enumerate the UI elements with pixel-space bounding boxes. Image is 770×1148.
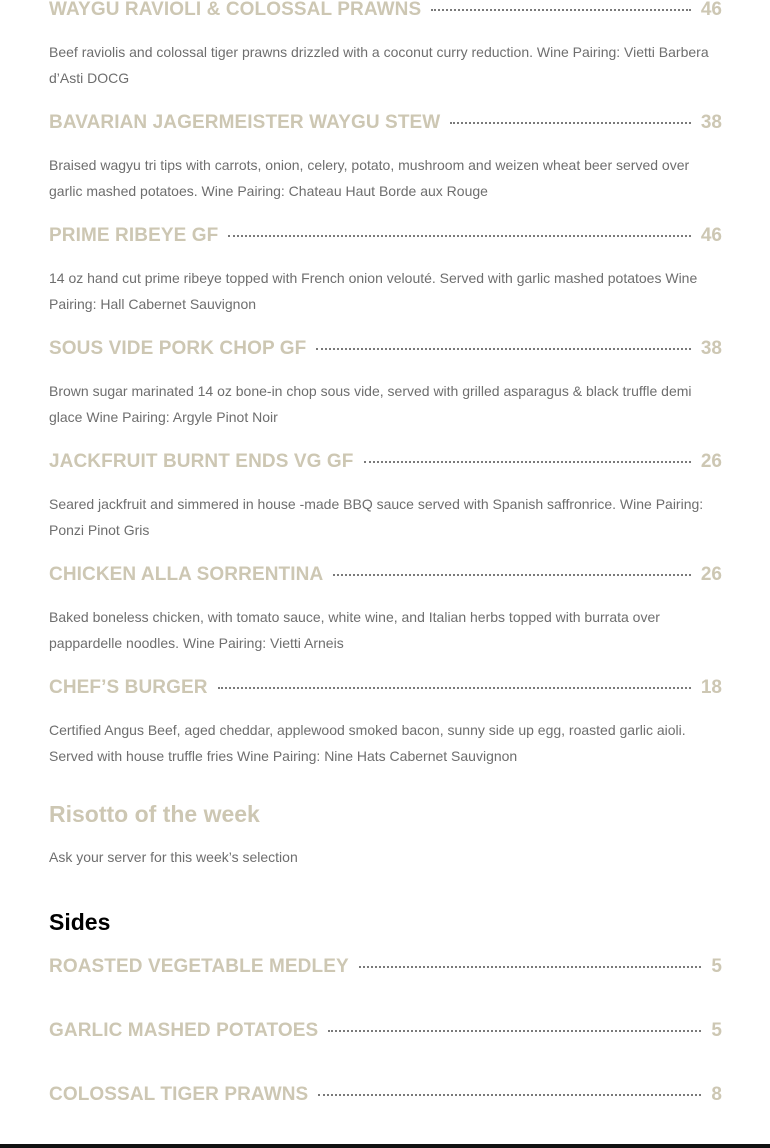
menu-item xyxy=(49,329,722,430)
menu-item xyxy=(49,442,722,543)
menu-item-header xyxy=(49,0,722,30)
menu-item-name: BAVARIAN JAGERMEISTER WAYGU STEW xyxy=(49,112,441,133)
side-item-header xyxy=(49,1011,722,1051)
dotted-leader xyxy=(364,461,691,463)
menu-item-name: WAYGU RAVIOLI & COLOSSAL PRAWNS xyxy=(49,0,422,20)
side-item-name: COLOSSAL TIGER PRAWNS xyxy=(49,1084,309,1105)
menu-item-header xyxy=(49,216,722,256)
menu-item-header xyxy=(49,103,722,143)
menu-item-name: PRIME RIBEYE GF xyxy=(49,225,219,246)
menu-item-description: 14 oz hand cut prime ribeye topped with French onion velouté. Served with garlic mashed potatoes Wine Pairing: Hall Cabernet Sauvignon xyxy=(49,270,698,312)
menu-item-name: CHICKEN ALLA SORRENTINA xyxy=(49,564,324,585)
bottom-border xyxy=(0,1144,770,1148)
side-item xyxy=(49,1075,722,1115)
side-item-price: 5 xyxy=(711,1020,722,1041)
menu-item-price: 26 xyxy=(700,564,722,585)
menu-item-header xyxy=(49,329,722,369)
menu-item-price: 46 xyxy=(700,225,722,246)
dotted-leader xyxy=(218,687,691,689)
menu-item-price: 26 xyxy=(700,451,722,472)
side-item-header xyxy=(49,947,722,987)
dotted-leader xyxy=(333,574,691,576)
menu-item xyxy=(49,668,722,769)
menu-item-name: CHEF’S BURGER xyxy=(49,677,208,698)
side-item-price: 8 xyxy=(711,1084,722,1105)
menu-item-price: 46 xyxy=(700,0,722,20)
side-item xyxy=(49,1011,722,1051)
menu-item-name: JACKFRUIT BURNT ENDS VG GF xyxy=(49,451,354,472)
dotted-leader xyxy=(328,1030,701,1032)
dotted-leader xyxy=(318,1094,701,1096)
dotted-leader xyxy=(431,9,691,11)
side-item xyxy=(49,947,722,987)
dotted-leader xyxy=(450,122,691,124)
side-item-price: 5 xyxy=(711,956,722,977)
menu-item-price: 38 xyxy=(700,112,722,133)
menu-item-header xyxy=(49,668,722,708)
side-item-name: GARLIC MASHED POTATOES xyxy=(49,1020,319,1041)
menu-item-price: 18 xyxy=(700,677,722,698)
side-item-name: ROASTED VEGETABLE MEDLEY xyxy=(49,956,349,977)
side-item-header xyxy=(49,1075,722,1115)
dotted-leader xyxy=(316,348,691,350)
menu-item-description: Seared jackfruit and simmered in house -made BBQ sauce served with Spanish saffronrice. Wine Pairing: Ponzi Pinot Gris xyxy=(49,496,704,538)
menu-item xyxy=(49,0,722,91)
menu-item-description: Certified Angus Beef, aged cheddar, applewood smoked bacon, sunny side up egg, roasted garlic aioli. Served with house truffle fries Wine Pairing: Nine Hats Cabernet Sauvignon xyxy=(49,722,686,764)
menu-item-description: Braised wagyu tri tips with carrots, onion, celery, potato, mushroom and weizen wheat beer served over garlic mashed potatoes. Wine Pairing: Chateau Haut Borde aux Rouge xyxy=(49,157,690,199)
weekly-special xyxy=(49,797,722,867)
menu-item-header xyxy=(49,555,722,595)
menu-item xyxy=(49,103,722,204)
menu-item-price: 38 xyxy=(700,338,722,359)
menu-item-header xyxy=(49,442,722,482)
section-heading-sides: Sides xyxy=(49,909,111,935)
menu xyxy=(49,0,722,1115)
dotted-leader xyxy=(228,235,691,237)
menu-item-name: SOUS VIDE PORK CHOP GF xyxy=(49,338,307,359)
menu-item xyxy=(49,216,722,317)
weekly-special-description: Ask your server for this week’s selection xyxy=(49,849,298,865)
menu-item-description: Beef raviolis and colossal tiger prawns drizzled with a coconut curry reduction. Wine Pairing: Vietti Barbera d’Asti DOCG xyxy=(49,44,709,86)
weekly-special-title: Risotto of the week xyxy=(49,801,260,827)
dotted-leader xyxy=(359,966,702,968)
menu-item-description: Brown sugar marinated 14 oz bone-in chop sous vide, served with grilled asparagus & black truffle demi glace Wine Pairing: Argyle Pinot Noir xyxy=(49,383,692,425)
menu-item-description: Baked boneless chicken, with tomato sauce, white wine, and Italian herbs topped with burrata over pappardelle noodles. Wine Pairing: Vietti Arneis xyxy=(49,609,660,651)
menu-item xyxy=(49,555,722,656)
